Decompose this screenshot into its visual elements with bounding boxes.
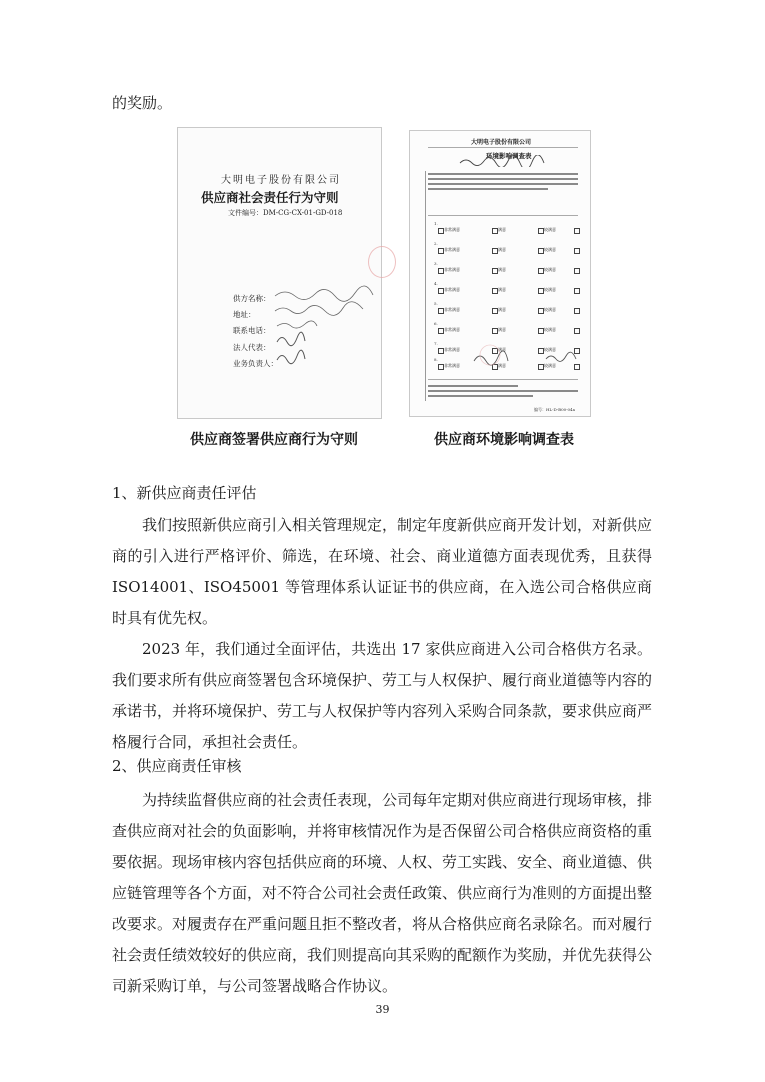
handwritten-signatures <box>273 278 378 378</box>
rating-row: 非常满意 满意 较满意 <box>434 347 580 355</box>
page-number: 39 <box>375 1003 390 1016</box>
checkbox-icon <box>574 228 580 234</box>
rating-row: 非常满意 满意 较满意 <box>434 327 580 335</box>
continued-text: 的奖励。 <box>112 94 173 112</box>
table-top-rule <box>428 215 578 216</box>
paragraph: 我们按照新供应商引入相关管理规定，制定年度新供应商开发计划，对新供应商的引入进行严格评价、筛选，在环境、社会、商业道德方面表现优秀，且获得 ISO14001、ISO45001 等管理体系认证证书的供应商，在入选公司合格供应商时具有优先权。 <box>112 516 653 627</box>
margin-line <box>425 171 426 401</box>
choice-label: 非常满意 <box>444 227 460 232</box>
phone-field: 联系电话： <box>233 326 271 335</box>
section-heading: 2、供应商责任审核 <box>112 757 242 775</box>
question-label: 7. <box>434 341 438 346</box>
section-body <box>112 785 652 1002</box>
choice-label: 较满意 <box>544 227 556 232</box>
question-label: 3. <box>434 261 438 266</box>
header-rule <box>428 147 578 148</box>
question-label: 1. <box>434 221 438 226</box>
doc-file-number: 文件编号：DM-CG-CX-01-GD-018 <box>228 209 343 217</box>
table-bottom-rule <box>428 379 578 380</box>
code-of-conduct-image <box>177 127 382 419</box>
doc-title: 供应商社会责任行为守则 <box>201 190 339 205</box>
address-field: 地址： <box>233 310 256 319</box>
red-stamp <box>368 246 396 278</box>
question-label: 8. <box>434 357 438 362</box>
rating-row: 非常满意 满意 较满意 <box>434 363 580 371</box>
rating-row: 非常满意 满意 较满意 <box>434 287 580 295</box>
survey-title: 环境影响调查表 <box>486 152 532 160</box>
question-label: 4. <box>434 281 438 286</box>
rating-row: 非常满意 满意 较满意 <box>434 307 580 315</box>
rating-row <box>434 227 580 235</box>
signature-and-date <box>470 341 582 373</box>
figure-caption-right: 供应商环境影响调查表 <box>434 432 574 448</box>
rating-row: 非常满意 满意 较满意 <box>434 267 580 275</box>
doc-company-name: 大明电子股份有限公司 <box>221 175 341 186</box>
question-label: 2. <box>434 241 438 246</box>
question-label: 5. <box>434 301 438 306</box>
figure-caption-left: 供应商签署供应商行为守则 <box>190 432 358 448</box>
handwritten-supplier-name <box>458 155 548 167</box>
scoring-note-block <box>428 385 578 400</box>
survey-company-name: 大明电子股份有限公司 <box>470 139 531 146</box>
environmental-survey-image <box>409 130 591 417</box>
intro-text-block <box>428 173 578 193</box>
business-owner-field: 业务负责人： <box>233 359 278 368</box>
paragraph: 2023 年，我们通过全面评估，共选出 17 家供应商进入公司合格供方名录。我们要求所有供应商签署包含环境保护、劳工与人权保护、履行商业道德等内容的承诺书，并将环境保护、劳工与人权保护等内容列入采购合同条款，要求供应商严格履行合同，承担社会责任。 <box>112 640 653 751</box>
rating-row: 非常满意 满意 较满意 <box>434 247 580 255</box>
choice-label: 满意 <box>498 227 506 232</box>
paragraph: 为持续监督供应商的社会责任表现，公司每年定期对供应商进行现场审核，排查供应商对社会的负面影响，并将审核情况作为是否保留公司合格供应商资格的重要依据。现场审核内容包括供应商的环境、人权、劳工实践、安全、商业道德、供应链管理等各个方面，对不符合公司社会责任政策、供应商行为准则的方面提出整改要求。对履责存在严重问题且拒不整改者，将从合格供应商名录除名。而对履行社会责任绩效较好的供应商，我们则提高向其采购的配额作为奖励，并优先获得公司新采购订单，与公司签署战略合作协议。 <box>112 791 653 995</box>
form-number: 编号：HL-D-B00-04a <box>534 407 575 412</box>
section-heading: 1、新供应商责任评估 <box>112 484 257 502</box>
section-body <box>112 510 652 758</box>
legal-rep-field: 法人代表： <box>233 343 271 352</box>
question-label: 6. <box>434 321 438 326</box>
supplier-name-field: 供方名称： <box>233 294 271 303</box>
